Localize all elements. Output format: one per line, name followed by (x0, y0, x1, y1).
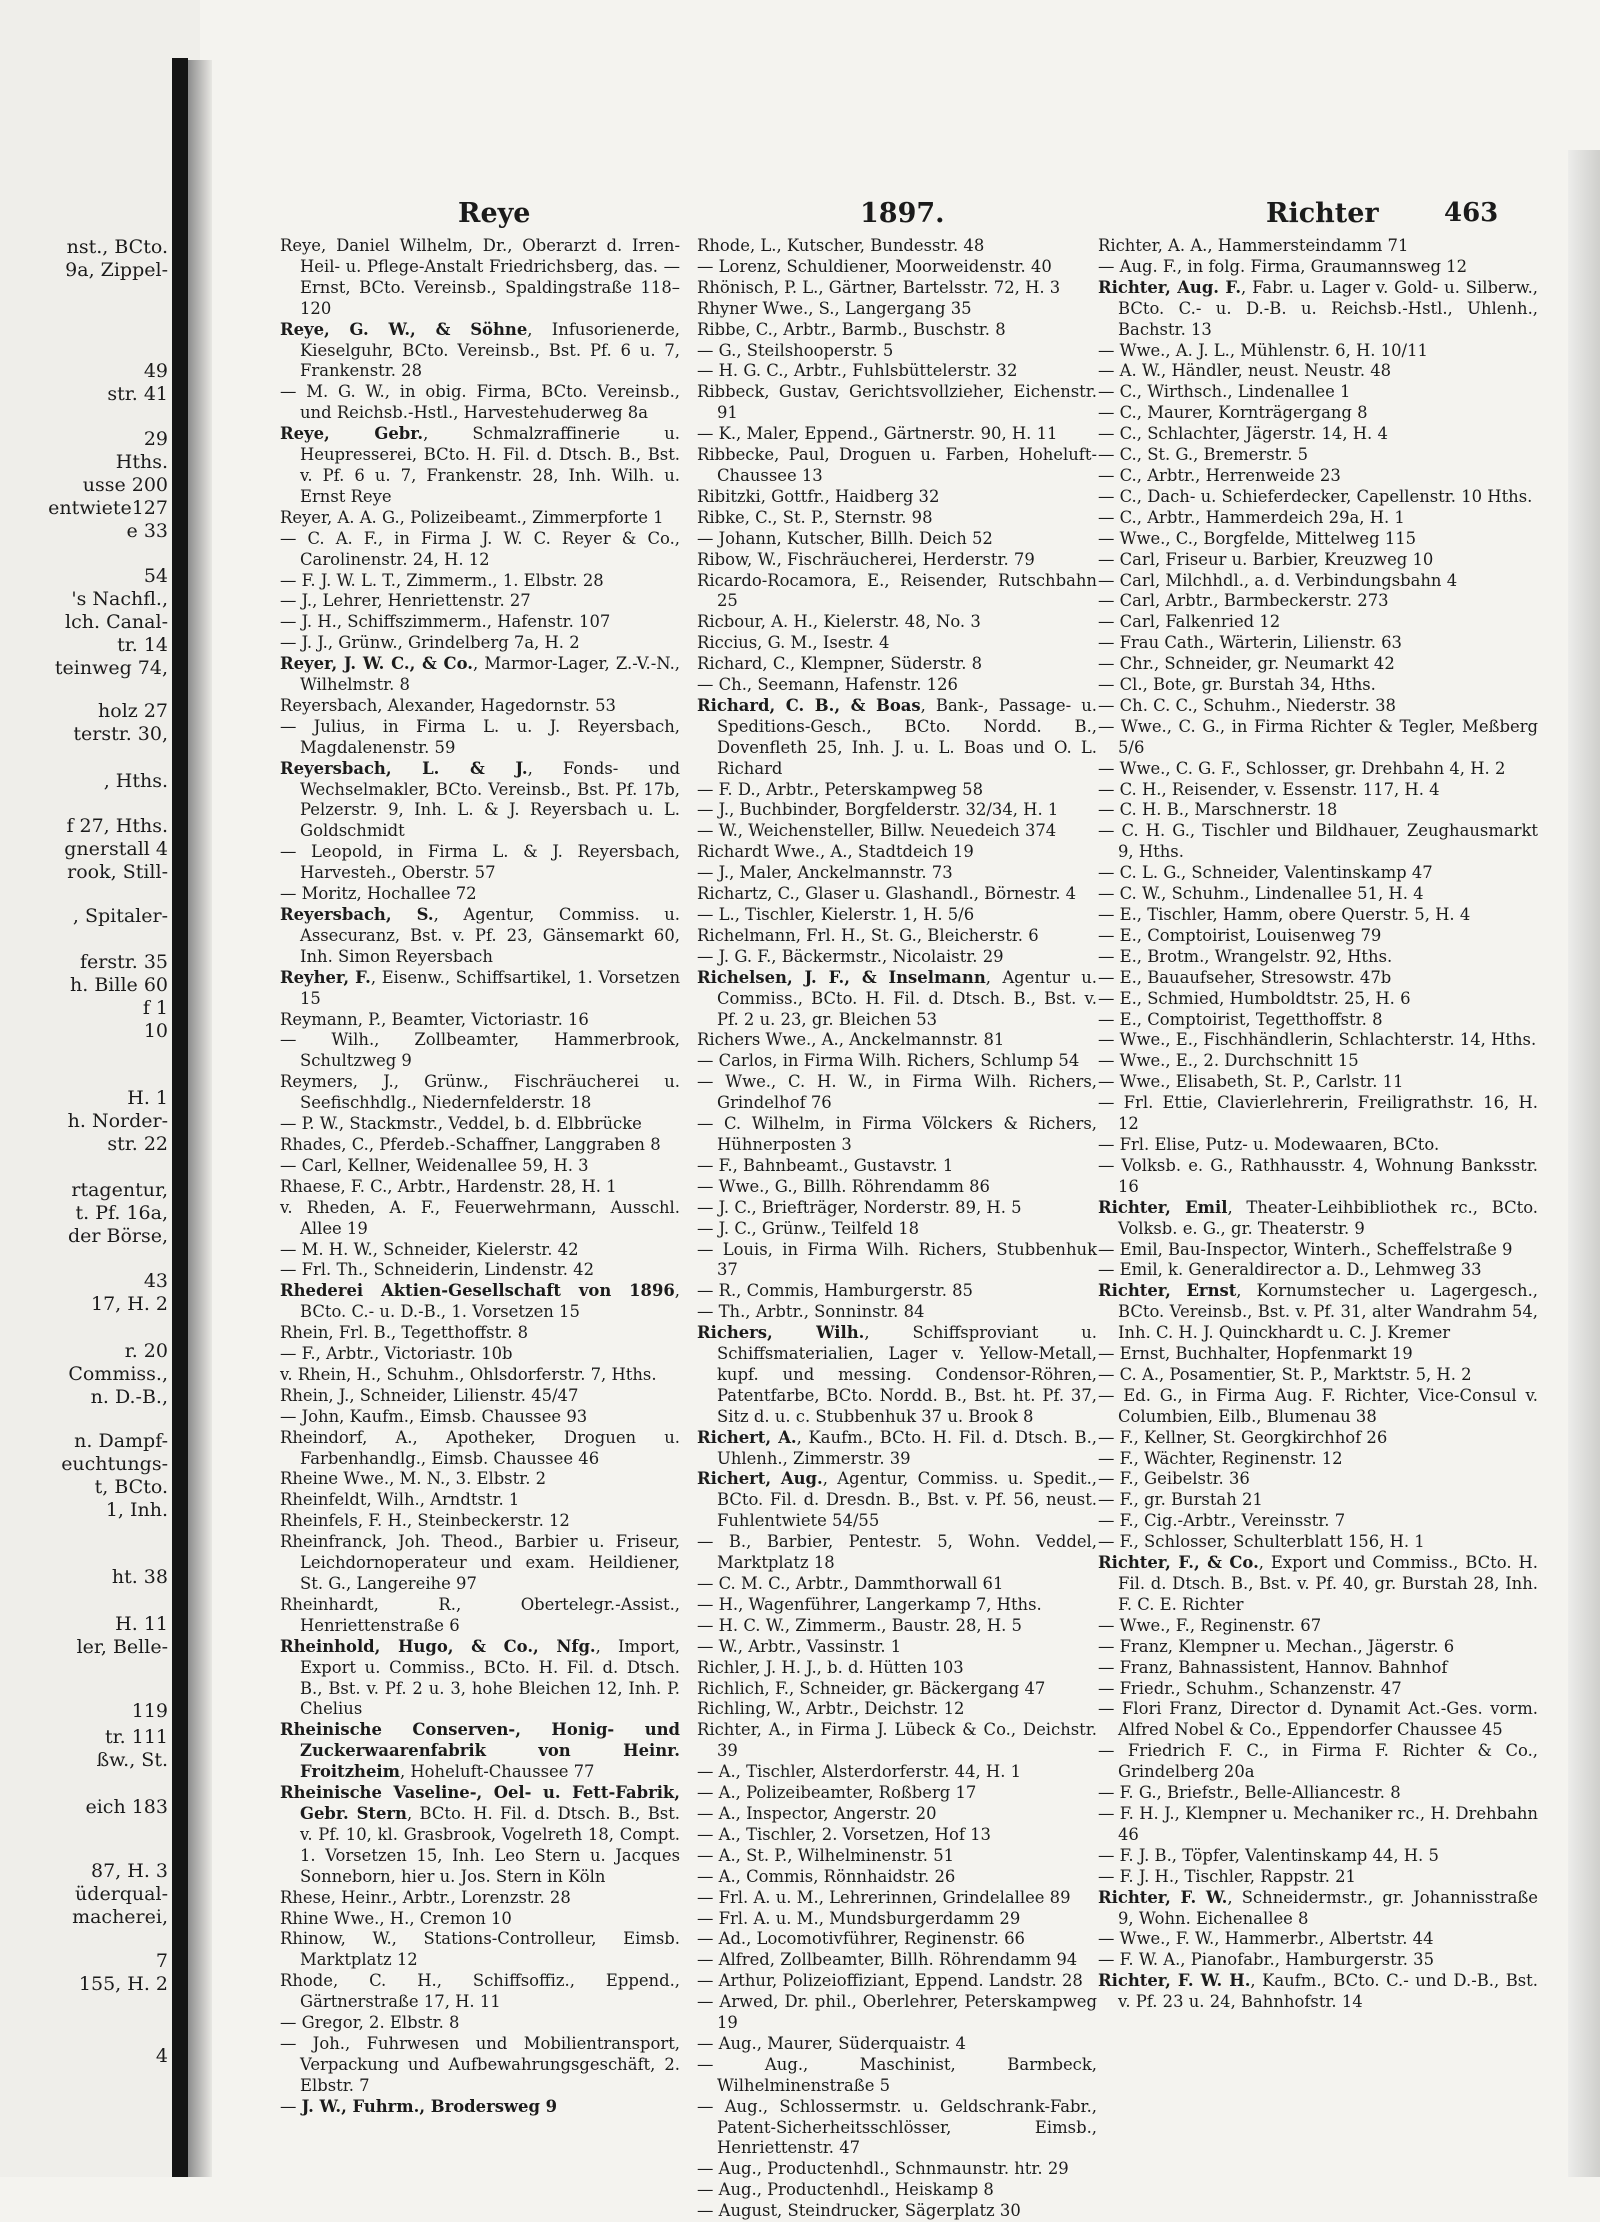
directory-entry: Richter, F. W., Schneidermstr., gr. Johannisstraße 9, Wohn. Eichenallee 8 (1098, 1887, 1538, 1928)
left-page-line: 17, H. 2 (91, 1293, 168, 1315)
directory-entry: — Wwe., C. G., in Firma Richter & Tegler, Meßberg 5/6 (1098, 716, 1538, 757)
directory-entry: — Aug., Productenhdl., Heiskamp 8 (697, 2180, 994, 2200)
entry-firm-name: Reyersbach, S. (280, 905, 434, 924)
directory-entry: Rhyner Wwe., S., Langergang 35 (697, 298, 972, 318)
directory-entry: Rheinfeldt, Wilh., Arndtstr. 1 (280, 1490, 520, 1510)
directory-entry: Richter, A. A., Hammersteindamm 71 (1098, 236, 1409, 255)
directory-entry: — Th., Arbtr., Sonninstr. 84 (697, 1302, 925, 1322)
entry-firm-name: Richers, Wilh. (697, 1323, 865, 1343)
directory-entry: — K., Maler, Eppend., Gärtnerstr. 90, H. 11 (697, 424, 1058, 444)
directory-entry: — C. W., Schuhm., Lindenallee 51, H. 4 (1098, 884, 1424, 904)
directory-entry: — J. W., Fuhrm., Brodersweg 9 (280, 2096, 558, 2116)
left-page-line: 10 (143, 1020, 168, 1042)
left-page-line: entwiete127 (48, 497, 168, 519)
directory-entry: — F. J. H., Tischler, Rappstr. 21 (1098, 1866, 1356, 1886)
directory-entry: — John, Kaufm., Eimsb. Chaussee 93 (280, 1406, 588, 1426)
directory-entry: — R., Commis, Hamburgerstr. 85 (697, 1281, 973, 1301)
directory-entry: Rheinfranck, Joh. Theod., Barbier u. Friseur, Leichdornoperateur und exam. Heildiener, St. G., Langereihe 97 (280, 1532, 680, 1593)
directory-entry: — P. W., Stackmstr., Veddel, b. d. Elbbrücke (280, 1114, 642, 1134)
directory-entry: Richter, F. W. H., Kaufm., BCto. C.- und D.-B., Bst. v. Pf. 23 u. 24, Bahnhofstr. 14 (1098, 1971, 1538, 2012)
directory-entry: — Emil, k. Generaldirector a. D., Lehmweg 33 (1098, 1260, 1482, 1280)
directory-entry: Rheinhardt, R., Obertelegr.-Assist., Henriettenstraße 6 (280, 1594, 680, 1635)
left-page-line: 43 (143, 1270, 168, 1292)
directory-entry: — C. A. F., in Firma J. W. C. Reyer & Co., Carolinenstr. 24, H. 12 (280, 528, 680, 569)
directory-entry: — Ad., Locomotivführer, Reginenstr. 66 (697, 1929, 1025, 1949)
directory-entry: Richard, C. B., & Boas, Bank-, Passage- u. Speditions-Gesch., BCto. Nordd. B., Dovenfleth 25, Inh. J. u. L. Boas und O. L. Richard (697, 695, 1098, 778)
left-page-line: t, BCto. (94, 1476, 168, 1498)
directory-entry: Reymann, P., Beamter, Victoriastr. 16 (280, 1009, 589, 1029)
directory-entry: Ribow, W., Fischräucherei, Herderstr. 79 (697, 549, 1035, 569)
directory-entry: Rhese, Heinr., Arbtr., Lorenzstr. 28 (280, 1887, 571, 1907)
left-page-line: teinweg 74, (54, 657, 168, 679)
directory-entry: — F. G., Briefstr., Belle-Alliancestr. 8 (1098, 1783, 1401, 1803)
directory-column-1 (280, 236, 680, 2118)
entry-firm-name: Reye, G. W., & Söhne (280, 319, 528, 339)
directory-entry: Richert, A., Kaufm., BCto. H. Fil. d. Dtsch. B., Uhlenh., Zimmerstr. 39 (697, 1427, 1098, 1468)
directory-entry: Reymers, J., Grünw., Fischräucherei u. Seefischhdlg., Niedernfelderstr. 18 (280, 1072, 680, 1113)
directory-entry: — A., Tischler, Alsterdorferstr. 44, H. 1 (697, 1762, 1022, 1782)
directory-entry: — E., Comptoirist, Tegetthoffstr. 8 (1098, 1009, 1383, 1029)
directory-entry: — Friedrich F. C., in Firma F. Richter & Co., Grindelberg 20a (1098, 1741, 1538, 1782)
left-page-line: tr. 111 (105, 1726, 168, 1748)
directory-entry: — H., Wagenführer, Langerkamp 7, Hths. (697, 1594, 1042, 1614)
directory-entry: — M. H. W., Schneider, Kielerstr. 42 (280, 1239, 579, 1259)
entry-firm-name: Richter, Emil (1098, 1197, 1228, 1217)
directory-entry: — Carl, Milchhdl., a. d. Verbindungsbahn 4 (1098, 570, 1458, 590)
entry-firm-name: Rheinische Vaseline-, Oel- u. Fett-Fabrik, Gebr. Stern (280, 1783, 680, 1823)
directory-entry: — Friedr., Schuhm., Schanzenstr. 47 (1098, 1678, 1402, 1698)
directory-entry: — H. C. W., Zimmerm., Baustr. 28, H. 5 (697, 1615, 1022, 1635)
left-page-line: 87, H. 3 (91, 1860, 168, 1882)
directory-entry: Reyersbach, S., Agentur, Commiss. u. Assecuranz, Bst. v. Pf. 23, Gänsemarkt 60, Inh. Simon Reyersbach (280, 905, 680, 966)
directory-entry: — Joh., Fuhrwesen und Mobilientransport, Verpackung und Aufbewahrungsgeschäft, 2. Elbstr. 7 (280, 2033, 680, 2095)
entry-firm-name: Rheinhold, Hugo, & Co., Nfg. (280, 1636, 596, 1656)
directory-entry: — Moritz, Hochallee 72 (280, 884, 477, 904)
directory-entry: Rhein, J., Schneider, Lilienstr. 45/47 (280, 1385, 579, 1405)
directory-entry: — Wwe., E., Fischhändlerin, Schlachterstr. 14, Hths. (1098, 1030, 1537, 1050)
directory-entry: Rheinfels, F. H., Steinbeckerstr. 12 (280, 1511, 570, 1531)
directory-entry: Richers Wwe., A., Anckelmannstr. 81 (697, 1030, 1005, 1050)
directory-entry: — Wwe., G., Billh. Röhrendamm 86 (697, 1176, 990, 1196)
left-page-line: Hths. (115, 451, 168, 473)
directory-entry: — Ch. C. C., Schuhm., Niederstr. 38 (1098, 695, 1396, 715)
directory-entry: Rhode, C. H., Schiffsoffiz., Eppend., Gärtnerstraße 17, H. 11 (280, 1971, 680, 2012)
left-page-line: 49 (143, 360, 168, 382)
directory-entry: Richlich, F., Schneider, gr. Bäckergang 47 (697, 1678, 1046, 1698)
directory-entry: — H. G. C., Arbtr., Fuhlsbüttelerstr. 32 (697, 361, 1018, 381)
left-page-line: , Spitaler- (72, 905, 168, 927)
directory-entry: — A. W., Händler, neust. Neustr. 48 (1098, 361, 1392, 381)
left-page-line: üderqual- (75, 1883, 168, 1905)
directory-entry: — Frl. A. u. M., Lehrerinnen, Grindelallee 89 (697, 1887, 1071, 1907)
left-page-line: r. 20 (124, 1340, 168, 1362)
directory-entry: Richartz, C., Glaser u. Glashandl., Börnestr. 4 (697, 884, 1077, 904)
book-gutter-gradient (188, 60, 212, 2177)
directory-entry: — Wwe., C. H. W., in Firma Wilh. Richers, Grindelhof 76 (697, 1072, 1097, 1113)
left-page-line: Commiss., (68, 1363, 168, 1385)
directory-entry: — C., Schlachter, Jägerstr. 14, H. 4 (1098, 424, 1388, 444)
entry-firm-name: Richter, F. W. H. (1098, 1971, 1251, 1991)
directory-entry: — E., Schmied, Humboldtstr. 25, H. 6 (1098, 988, 1411, 1008)
directory-entry: — A., Tischler, 2. Vorsetzen, Hof 13 (697, 1824, 991, 1844)
directory-entry: Riccius, G. M., Isestr. 4 (697, 633, 890, 653)
directory-entry: — Alfred, Zollbeamter, Billh. Röhrendamm 94 (697, 1950, 1078, 1970)
left-page-line: ht. 38 (111, 1566, 168, 1588)
directory-entry: — C. Wilhelm, in Firma Völckers & Richers, Hühnerposten 3 (697, 1114, 1097, 1154)
left-page-line: str. 41 (107, 383, 168, 405)
entry-firm-name: Rhederei Aktien-Gesellschaft von 1896 (280, 1281, 675, 1301)
entry-firm-name: Richter, F., & Co. (1098, 1553, 1259, 1573)
left-page-line: str. 22 (107, 1133, 168, 1155)
directory-entry: — Aug., Schlossermstr. u. Geldschrank-Fabr., Patent-Sicherheitsschlösser, Eimsb., Henriettenstr. 47 (697, 2096, 1097, 2158)
page-edge (1568, 150, 1600, 2177)
directory-entry: Reyersbach, L. & J., Fonds- und Wechselmakler, BCto. Vereinsb., Bst. Pf. 17b, Pelzerstr. 9, Inh. L. & J. Reyersbach u. L. Goldschmidt (280, 758, 680, 841)
left-page-line: n. D.-B., (90, 1386, 168, 1408)
directory-entry: — J. J., Grünw., Grindelberg 7a, H. 2 (280, 633, 580, 653)
left-page-line: 29 (143, 428, 168, 450)
directory-entry: Richler, J. H. J., b. d. Hütten 103 (697, 1657, 964, 1677)
directory-entry: — F., Schlosser, Schulterblatt 156, H. 1 (1098, 1532, 1425, 1552)
directory-entry: — F. J. W. L. T., Zimmerm., 1. Elbstr. 28 (280, 570, 604, 590)
directory-entry: — J. H., Schiffszimmerm., Hafenstr. 107 (280, 612, 611, 632)
entry-firm-name: Richter, Aug. F. (1098, 277, 1242, 297)
directory-entry: Ribbecke, Paul, Droguen u. Farben, Hoheluft-Chaussee 13 (697, 445, 1097, 485)
directory-entry: — Frl. A. u. M., Mundsburgerdamm 29 (697, 1908, 1021, 1928)
directory-entry: Reye, Gebr., Schmalzraffinerie u. Heupresserei, BCto. H. Fil. d. Dtsch. B., Bst. v. Pf. 6 u. 7, Frankenstr. 28, Inh. Wilh. u. Ernst Reye (280, 424, 680, 506)
left-page-line: ler, Belle- (76, 1636, 168, 1658)
directory-entry: — Volksb. e. G., Rathhausstr. 4, Wohnung Banksstr. 16 (1098, 1155, 1538, 1196)
directory-entry: — Wwe., F. W., Hammerbr., Albertstr. 44 (1098, 1929, 1434, 1949)
directory-entry: — F., Cig.-Arbtr., Vereinsstr. 7 (1098, 1511, 1346, 1531)
directory-entry: v. Rheden, A. F., Feuerwehrmann, Ausschl. Allee 19 (280, 1197, 680, 1238)
directory-entry: Reyer, A. A. G., Polizeibeamt., Zimmerpforte 1 (280, 507, 664, 527)
directory-entry: — Ed. G., in Firma Aug. F. Richter, Vice-Consul v. Columbien, Eilb., Blumenau 38 (1098, 1385, 1538, 1426)
directory-column-3 (1098, 236, 1538, 2013)
directory-entry: — Aug., Maschinist, Barmbeck, Wilhelminenstraße 5 (697, 2054, 1097, 2095)
directory-entry: — Cl., Bote, gr. Burstah 34, Hths. (1098, 675, 1376, 695)
directory-entry: Rhades, C., Pferdeb.-Schaffner, Langgraben 8 (280, 1134, 661, 1154)
directory-entry: Rheinische Vaseline-, Oel- u. Fett-Fabrik, Gebr. Stern, BCto. H. Fil. d. Dtsch. B., Bst. v. Pf. 10, kl. Grasbrook, Vogelreth 18, Compt. 1. Vorsetzen 15, Inh. Leo Stern u. Jacques Sonneborn, hier u. Jos. Stern in Köln (280, 1783, 680, 1886)
running-head-left: Reye (458, 198, 531, 229)
directory-entry: Rheinische Conserven-, Honig- und Zuckerwaarenfabrik von Heinr. Froitzheim, Hoheluft-Chaussee 77 (280, 1720, 680, 1782)
directory-entry: — C. H., Reisender, v. Essenstr. 117, H. 4 (1098, 779, 1440, 799)
left-page-line: lch. Canal- (65, 611, 168, 633)
left-page-line: h. Bille 60 (70, 974, 168, 996)
entry-firm-name: J. W., Fuhrm., Brodersweg 9 (301, 2096, 558, 2116)
left-page-line: f 27, Hths. (66, 815, 168, 837)
directory-entry: Richter, Ernst, Kornumstecher u. Lagergesch., BCto. Vereinsb., Bst. v. Pf. 31, alter Wandrahm 54, Inh. C. H. J. Quinckhardt u. C. J. Kremer (1098, 1281, 1538, 1343)
directory-entry: — August, Steindrucker, Sägerplatz 30 (697, 2201, 1021, 2221)
directory-entry: — Flori Franz, Director d. Dynamit Act.-Ges. vorm. Alfred Nobel & Co., Eppendorfer Chaussee 45 (1098, 1699, 1538, 1740)
left-page-line: rook, Still- (67, 861, 168, 883)
directory-entry: — J., Buchbinder, Borgfelderstr. 32/34, H. 1 (697, 800, 1059, 820)
left-page-line: 119 (131, 1700, 168, 1722)
entry-firm-name: Richelsen, J. F., & Inselmann (697, 967, 986, 987)
entry-firm-name: Richter, F. W. (1098, 1887, 1228, 1907)
left-page-line: ßw., St. (96, 1749, 168, 1771)
directory-entry: Ricbour, A. H., Kielerstr. 48, No. 3 (697, 612, 981, 632)
directory-entry: — Franz, Klempner u. Mechan., Jägerstr. 6 (1098, 1636, 1455, 1656)
directory-entry: Ribitzki, Gottfr., Haidberg 32 (697, 486, 940, 506)
directory-entry: — Chr., Schneider, gr. Neumarkt 42 (1098, 654, 1395, 674)
directory-entry: — C., Wirthsch., Lindenallee 1 (1098, 382, 1351, 402)
left-page-line: usse 200 (82, 474, 168, 496)
directory-entry: — Frl. Ettie, Clavierlehrerin, Freiligrathstr. 16, H. 12 (1098, 1093, 1538, 1134)
directory-entry: — Wwe., C. G. F., Schlosser, gr. Drehbahn 4, H. 2 (1098, 758, 1506, 778)
running-head-year: 1897. (860, 198, 945, 229)
directory-entry: Richter, F., & Co., Export und Commiss., BCto. H. Fil. d. Dtsch. B., Bst. v. Pf. 40, gr. Burstah 28, Inh. F. C. E. Richter (1098, 1553, 1539, 1614)
left-page-line: t. Pf. 16a, (75, 1202, 168, 1224)
directory-entry: — Wwe., A. J. L., Mühlenstr. 6, H. 10/11 (1098, 340, 1428, 360)
directory-entry: — Frau Cath., Wärterin, Lilienstr. 63 (1098, 633, 1402, 653)
directory-entry: Rhode, L., Kutscher, Bundesstr. 48 (697, 236, 985, 255)
left-page-line: nst., BCto. (66, 236, 168, 258)
left-page-line: 1, Inh. (105, 1499, 168, 1521)
directory-entry: — F. D., Arbtr., Peterskampweg 58 (697, 779, 983, 799)
directory-entry: Richers, Wilh., Schiffsproviant u. Schiffsmaterialien, Lager v. Yellow-Metall, kupf. und messing. Condensor-Röhren, Patentfarbe, BCto. Nordd. B., Bst. ht. Pf. 37, Sitz d. u. c. Stubbenhuk 37 u. Brook 8 (697, 1323, 1097, 1426)
left-page-line: , Hths. (103, 770, 168, 792)
directory-entry: — Arwed, Dr. phil., Oberlehrer, Peterskampweg 19 (697, 1992, 1097, 2033)
directory-entry: — Carl, Arbtr., Barmbeckerstr. 273 (1098, 591, 1389, 611)
left-page-line: 9a, Zippel- (65, 259, 168, 281)
left-page-line: 54 (143, 565, 168, 587)
directory-entry: — F. H. J., Klempner u. Mechaniker rc., H. Drehbahn 46 (1098, 1803, 1538, 1844)
directory-entry: — Wilh., Zollbeamter, Hammerbrook, Schultzweg 9 (280, 1030, 680, 1071)
directory-entry: — E., Brotm., Wrangelstr. 92, Hths. (1098, 946, 1393, 966)
directory-entry: — C. H. G., Tischler und Bildhauer, Zeughausmarkt 9, Hths. (1098, 821, 1538, 862)
directory-entry: Richelmann, Frl. H., St. G., Bleicherstr. 6 (697, 925, 1039, 945)
left-page-line: H. 11 (115, 1613, 168, 1635)
directory-entry: — Gregor, 2. Elbstr. 8 (280, 2013, 460, 2033)
entry-firm-name: Richert, Aug. (697, 1469, 823, 1489)
directory-entry: v. Rhein, H., Schuhm., Ohlsdorferstr. 7, Hths. (280, 1364, 657, 1384)
directory-entry: — W., Arbtr., Vassinstr. 1 (697, 1636, 902, 1656)
directory-entry: — E., Bauaufseher, Stresowstr. 47b (1098, 967, 1392, 987)
directory-entry: — Johann, Kutscher, Billh. Deich 52 (697, 528, 993, 548)
directory-entry: Richling, W., Arbtr., Deichstr. 12 (697, 1699, 965, 1719)
directory-entry: Rhein, Frl. B., Tegetthoffstr. 8 (280, 1323, 529, 1343)
left-page-line: 7 (155, 1950, 168, 1972)
directory-entry: Rhönisch, P. L., Gärtner, Bartelsstr. 72, H. 3 (697, 277, 1061, 297)
directory-column-2 (697, 236, 1097, 2222)
directory-entry: Richter, A., in Firma J. Lübeck & Co., Deichstr. 39 (697, 1720, 1097, 1761)
directory-entry: — C., Maurer, Kornträgergang 8 (1098, 403, 1368, 423)
directory-entry: — Carl, Falkenried 12 (1098, 612, 1281, 632)
left-page-line: h. Norder- (67, 1110, 168, 1132)
directory-entry: — Wwe., Elisabeth, St. P., Carlstr. 11 (1098, 1072, 1404, 1092)
directory-entry: — F., gr. Burstah 21 (1098, 1490, 1263, 1510)
directory-entry: — C. H. B., Marschnerstr. 18 (1098, 800, 1338, 820)
directory-entry: — Aug., Productenhdl., Schnmaunstr. htr. 29 (697, 2159, 1069, 2179)
left-page-line: 4 (155, 2045, 168, 2067)
directory-entry: — C., Arbtr., Hammerdeich 29a, H. 1 (1098, 507, 1405, 527)
book-gutter-shadow (172, 58, 188, 2177)
directory-entry: — M. G. W., in obig. Firma, BCto. Vereinsb., und Reichsb.-Hstl., Harvestehuderweg 8a (280, 382, 680, 423)
directory-entry: Richardt Wwe., A., Stadtdeich 19 (697, 842, 974, 862)
directory-entry: — A., Commis, Rönnhaidstr. 26 (697, 1866, 956, 1886)
directory-entry: Reye, Daniel Wilhelm, Dr., Oberarzt d. Irren-Heil- u. Pflege-Anstalt Friedrichsberg, das. — Ernst, BCto. Vereinsb., Spaldingstraße 118–120 (280, 236, 680, 318)
entry-firm-name: Richard, C. B., & Boas (697, 695, 921, 715)
directory-entry: — Leopold, in Firma L. & J. Reyersbach, Harvesteh., Oberstr. 57 (280, 842, 680, 883)
directory-entry: Rhinow, W., Stations-Controlleur, Eimsb. Marktplatz 12 (280, 1929, 680, 1970)
directory-entry: — C., Dach- u. Schieferdecker, Capellenstr. 10 Hths. (1098, 486, 1533, 506)
directory-entry: Rhaese, F. C., Arbtr., Hardenstr. 28, H. 1 (280, 1176, 617, 1196)
directory-entry: — A., Polizeibeamter, Roßberg 17 (697, 1783, 977, 1803)
directory-entry: — W., Weichensteller, Billw. Neuedeich 374 (697, 821, 1057, 841)
directory-entry: — Carlos, in Firma Wilh. Richers, Schlump 54 (697, 1051, 1080, 1071)
left-page-line: gnerstall 4 (64, 838, 168, 860)
directory-entry: — J., Maler, Anckelmannstr. 73 (697, 863, 953, 883)
left-page-line: tr. 14 (117, 634, 168, 656)
directory-entry: — E., Comptoirist, Louisenweg 79 (1098, 925, 1382, 945)
directory-entry: Rhine Wwe., H., Cremon 10 (280, 1908, 512, 1928)
directory-entry: — Lorenz, Schuldiener, Moorweidenstr. 40 (697, 256, 1052, 276)
directory-entry: Richert, Aug., Agentur, Commiss. u. Spedit., BCto. Fil. d. Dresdn. B., Bst. v. Pf. 56, neust. Fuhlentwiete 54/55 (697, 1469, 1097, 1531)
left-page-line: terstr. 30, (73, 723, 168, 745)
directory-entry: — Ch., Seemann, Hafenstr. 126 (697, 675, 958, 695)
directory-entry: — A., St. P., Wilhelminenstr. 51 (697, 1845, 955, 1865)
left-page-fragment (0, 0, 200, 2177)
directory-entry: — Frl. Th., Schneiderin, Lindenstr. 42 (280, 1260, 595, 1280)
entry-firm-name: Richter, Ernst (1098, 1281, 1237, 1301)
directory-entry: — Wwe., F., Reginenstr. 67 (1098, 1615, 1322, 1635)
directory-entry: — L., Tischler, Kielerstr. 1, H. 5/6 (697, 905, 975, 924)
directory-entry: — F., Wächter, Reginenstr. 12 (1098, 1448, 1343, 1468)
left-page-line: macherei, (72, 1906, 168, 1928)
directory-entry: Rheine Wwe., M. N., 3. Elbstr. 2 (280, 1469, 547, 1489)
directory-entry: Reyher, F., Eisenw., Schiffsartikel, 1. Vorsetzen 15 (280, 967, 681, 1008)
directory-entry: Reye, G. W., & Söhne, Infusorienerde, Kieselguhr, BCto. Vereinsb., Bst. Pf. 6 u. 7, Frankenstr. 28 (280, 319, 680, 381)
directory-entry: — Ernst, Buchhalter, Hopfenmarkt 19 (1098, 1344, 1413, 1364)
left-page-line: 155, H. 2 (78, 1973, 168, 1995)
left-page-line: n. Dampf- (74, 1430, 168, 1452)
directory-entry: Ribbeck, Gustav, Gerichtsvollzieher, Eichenstr. 91 (697, 382, 1097, 423)
directory-entry: — C. A., Posamentier, St. P., Marktstr. 5, H. 2 (1098, 1364, 1472, 1384)
directory-entry: — Emil, Bau-Inspector, Winterh., Scheffelstraße 9 (1098, 1239, 1513, 1259)
directory-entry: — C. M. C., Arbtr., Dammthorwall 61 (697, 1574, 1004, 1593)
page-number: 463 (1444, 198, 1499, 228)
directory-entry: Rhederei Aktien-Gesellschaft von 1896, BCto. C.- u. D.-B., 1. Vorsetzen 15 (280, 1281, 680, 1322)
directory-entry: — F. J. B., Töpfer, Valentinskamp 44, H. 5 (1098, 1845, 1439, 1865)
running-head-right: Richter (1266, 198, 1379, 229)
directory-entry: Richter, Aug. F., Fabr. u. Lager v. Gold- u. Silberw., BCto. C.- u. D.-B. u. Reichsb.-Hstl., Uhlenh., Bachstr. 13 (1098, 277, 1538, 339)
directory-entry: — F., Kellner, St. Georgkirchhof 26 (1098, 1427, 1388, 1447)
directory-entry: Rheindorf, A., Apotheker, Droguen u. Farbenhandlg., Eimsb. Chaussee 46 (280, 1427, 680, 1468)
entry-firm-name: Reyer, J. W. C., & Co. (280, 654, 473, 674)
directory-entry: — C., Arbtr., Herrenweide 23 (1098, 465, 1341, 485)
left-page-line: ferstr. 35 (80, 951, 168, 973)
left-page-line: e 33 (126, 520, 168, 542)
directory-entry: — F. W. A., Pianofabr., Hamburgerstr. 35 (1098, 1950, 1434, 1970)
directory-entry: Richter, Emil, Theater-Leihbibliothek rc., BCto. Volksb. e. G., gr. Theaterstr. 9 (1098, 1197, 1539, 1238)
directory-entry: Richard, C., Klempner, Süderstr. 8 (697, 654, 983, 674)
directory-entry: — J. C., Grünw., Teilfeld 18 (697, 1218, 920, 1238)
directory-entry: — J. C., Briefträger, Norderstr. 89, H. 5 (697, 1197, 1022, 1217)
entry-firm-name: Reyher, F. (280, 967, 371, 987)
directory-entry: — E., Tischler, Hamm, obere Querstr. 5, H. 4 (1098, 905, 1471, 924)
directory-entry: Rheinhold, Hugo, & Co., Nfg., Import, Export u. Commiss., BCto. H. Fil. d. Dtsch. B., Bst. v. Pf. 2 u. 3, hohe Bleichen 12, Inh. P. Chelius (280, 1636, 680, 1719)
left-page-line: rtagentur, (71, 1179, 168, 1201)
directory-entry: — C. L. G., Schneider, Valentinskamp 47 (1098, 863, 1433, 883)
directory-entry: — G., Steilshooperstr. 5 (697, 340, 894, 360)
left-page-line: holz 27 (98, 700, 168, 722)
entry-firm-name: Rheinische Conserven-, Honig- und Zuckerwaarenfabrik von Heinr. Froitzheim (280, 1720, 680, 1782)
directory-entry: — Louis, in Firma Wilh. Richers, Stubbenhuk 37 (697, 1239, 1097, 1280)
directory-entry: — Frl. Elise, Putz- u. Modewaaren, BCto. (1098, 1134, 1440, 1154)
directory-entry: — A., Inspector, Angerstr. 20 (697, 1803, 937, 1823)
directory-entry: Reyer, J. W. C., & Co., Marmor-Lager, Z.-V.-N., Wilhelmstr. 8 (280, 654, 680, 695)
left-page-line: euchtungs- (61, 1453, 168, 1475)
directory-entry: — C., St. G., Bremerstr. 5 (1098, 445, 1309, 465)
directory-entry: Richelsen, J. F., & Inselmann, Agentur u. Commiss., BCto. H. Fil. d. Dtsch. B., Bst. v. Pf. 2 u. 23, gr. Bleichen 53 (697, 967, 1098, 1029)
directory-entry: — Aug., Maurer, Süderquaistr. 4 (697, 2033, 966, 2053)
left-page-line: f 1 (142, 997, 168, 1019)
directory-entry: — F., Arbtr., Victoriastr. 10b (280, 1344, 513, 1364)
directory-entry: — B., Barbier, Pentestr. 5, Wohn. Veddel, Marktplatz 18 (697, 1532, 1097, 1573)
directory-entry: — Carl, Kellner, Weidenallee 59, H. 3 (280, 1155, 589, 1175)
directory-entry: — Wwe., C., Borgfelde, Mittelweg 115 (1098, 528, 1417, 548)
left-page-line: H. 1 (127, 1087, 168, 1109)
entry-firm-name: Reyersbach, L. & J. (280, 758, 528, 778)
directory-entry: — F., Geibelstr. 36 (1098, 1469, 1250, 1489)
directory-entry: — Carl, Friseur u. Barbier, Kreuzweg 10 (1098, 549, 1434, 569)
directory-entry: — J., Lehrer, Henriettenstr. 27 (280, 591, 531, 611)
directory-entry: — Wwe., E., 2. Durchschnitt 15 (1098, 1051, 1359, 1071)
directory-entry: Ribbe, C., Arbtr., Barmb., Buschstr. 8 (697, 319, 1006, 339)
directory-entry: — Franz, Bahnassistent, Hannov. Bahnhof (1098, 1657, 1448, 1677)
left-page-line: 's Nachfl., (71, 588, 168, 610)
directory-entry: — Arthur, Polizeioffiziant, Eppend. Landstr. 28 (697, 1971, 1083, 1991)
directory-entry: Ribke, C., St. P., Sternstr. 98 (697, 507, 933, 527)
directory-entry: — F., Bahnbeamt., Gustavstr. 1 (697, 1155, 954, 1175)
directory-entry: — J. G. F., Bäckermstr., Nicolaistr. 29 (697, 946, 1004, 966)
left-page-line: eich 183 (85, 1796, 168, 1818)
entry-firm-name: Richert, A. (697, 1427, 797, 1447)
entry-firm-name: Reye, Gebr. (280, 424, 424, 444)
directory-entry: Ricardo-Rocamora, E., Reisender, Rutschbahn 25 (697, 570, 1097, 611)
left-page-line: der Börse, (67, 1225, 168, 1247)
directory-entry: — Julius, in Firma L. u. J. Reyersbach, Magdalenenstr. 59 (280, 716, 680, 757)
directory-entry: Reyersbach, Alexander, Hagedornstr. 53 (280, 695, 616, 715)
directory-entry: — Aug. F., in folg. Firma, Graumannsweg 12 (1098, 256, 1468, 276)
